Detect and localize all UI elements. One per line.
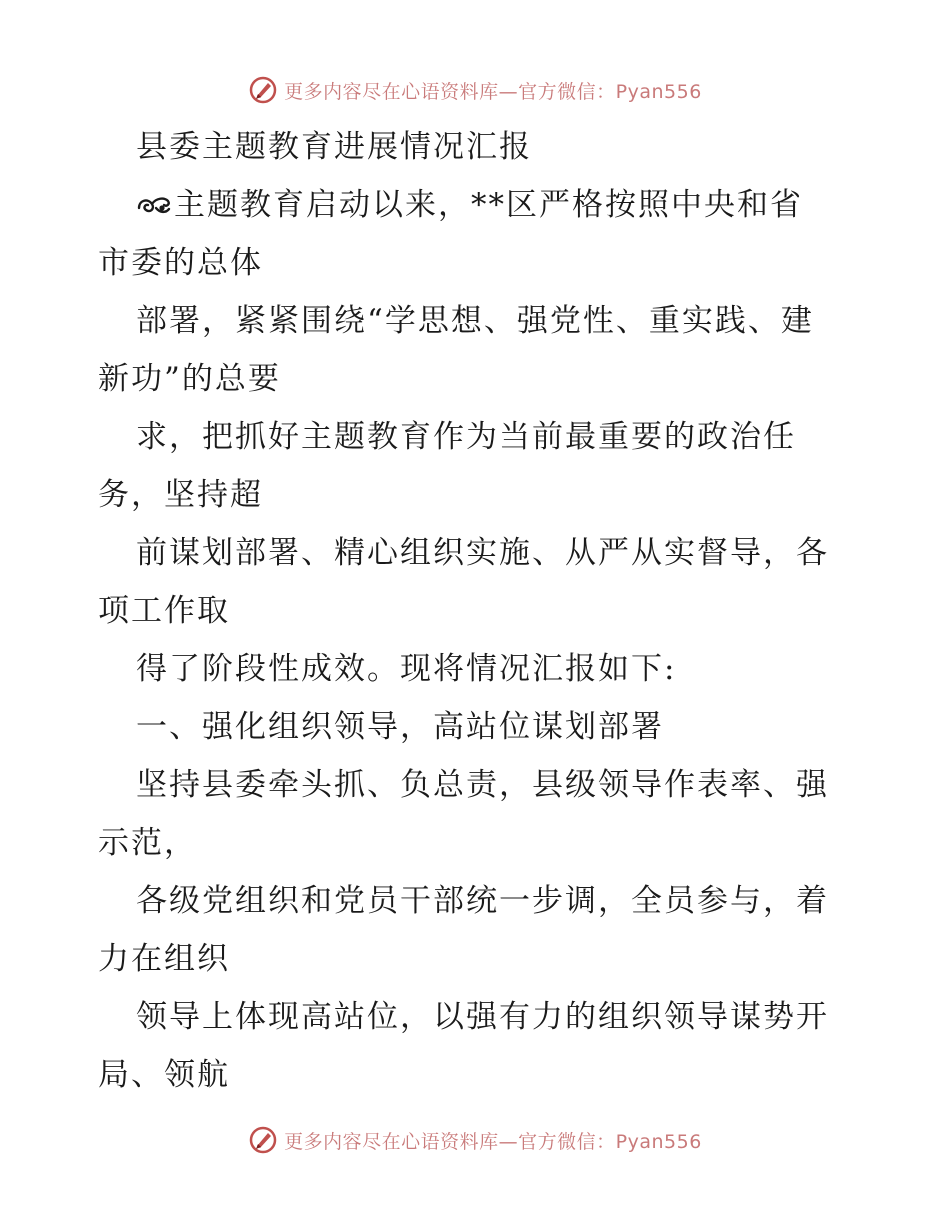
text-line [98,756,858,814]
document-body [98,118,858,1104]
text-line-content: 得了阶段性成效。现将情况汇报如下: [136,651,677,687]
text-line-content: 局、领航 [98,1057,230,1093]
text-line-content: 务，坚持超 [98,477,263,513]
text-line [98,872,858,930]
text-line-content: 项工作取 [98,593,230,629]
pen-logo-icon [248,1125,278,1155]
watermark-text: 更多内容尽在心语资料库—官方微信：Pyan556 [284,1130,702,1153]
text-line [98,466,858,524]
text-line-content: 部署，紧紧围绕“学思想、强党性、重实践、建 [136,303,814,339]
text-line [98,350,858,408]
text-line [98,582,858,640]
text-line-content: 主题教育启动以来，**区严格按照中央和省 [174,187,803,223]
watermark-footer [0,1120,950,1160]
text-line [98,814,858,872]
text-line-content: 力在组织 [98,941,230,977]
text-line [98,292,858,350]
text-line [98,1046,858,1104]
text-line [98,930,858,988]
text-line-content: 领导上体现高站位，以强有力的组织领导谋势开 [136,999,829,1035]
text-line [98,988,858,1046]
text-line-content: 新功”的总要 [98,361,281,397]
text-line [98,408,858,466]
watermark-header [0,70,950,110]
text-line-content: 坚持县委牵头抓、负总责，县级领导作表率、强 [136,767,829,803]
text-line-content: 示范， [98,825,197,861]
watermark-text: 更多内容尽在心语资料库—官方微信：Pyan556 [284,80,702,103]
pen-logo-icon [248,75,278,105]
text-line [98,698,858,756]
text-line-content: 求，把抓好主题教育作为当前最重要的政治任 [136,419,796,455]
text-line [98,118,858,176]
text-line-content: 县委主题教育进展情况汇报 [136,129,532,165]
text-line-content: 各级党组织和党员干部统一步调，全员参与，着 [136,883,829,919]
text-line-content: 一、强化组织领导，高站位谋划部署 [136,709,664,745]
text-line-content: 市委的总体 [98,245,263,281]
text-line [98,176,858,234]
text-line-content: 前谋划部署、精心组织实施、从严从实督导，各 [136,535,829,571]
text-line [98,234,858,292]
text-line [98,640,858,698]
text-line [98,524,858,582]
fleuron-icon [136,192,172,218]
